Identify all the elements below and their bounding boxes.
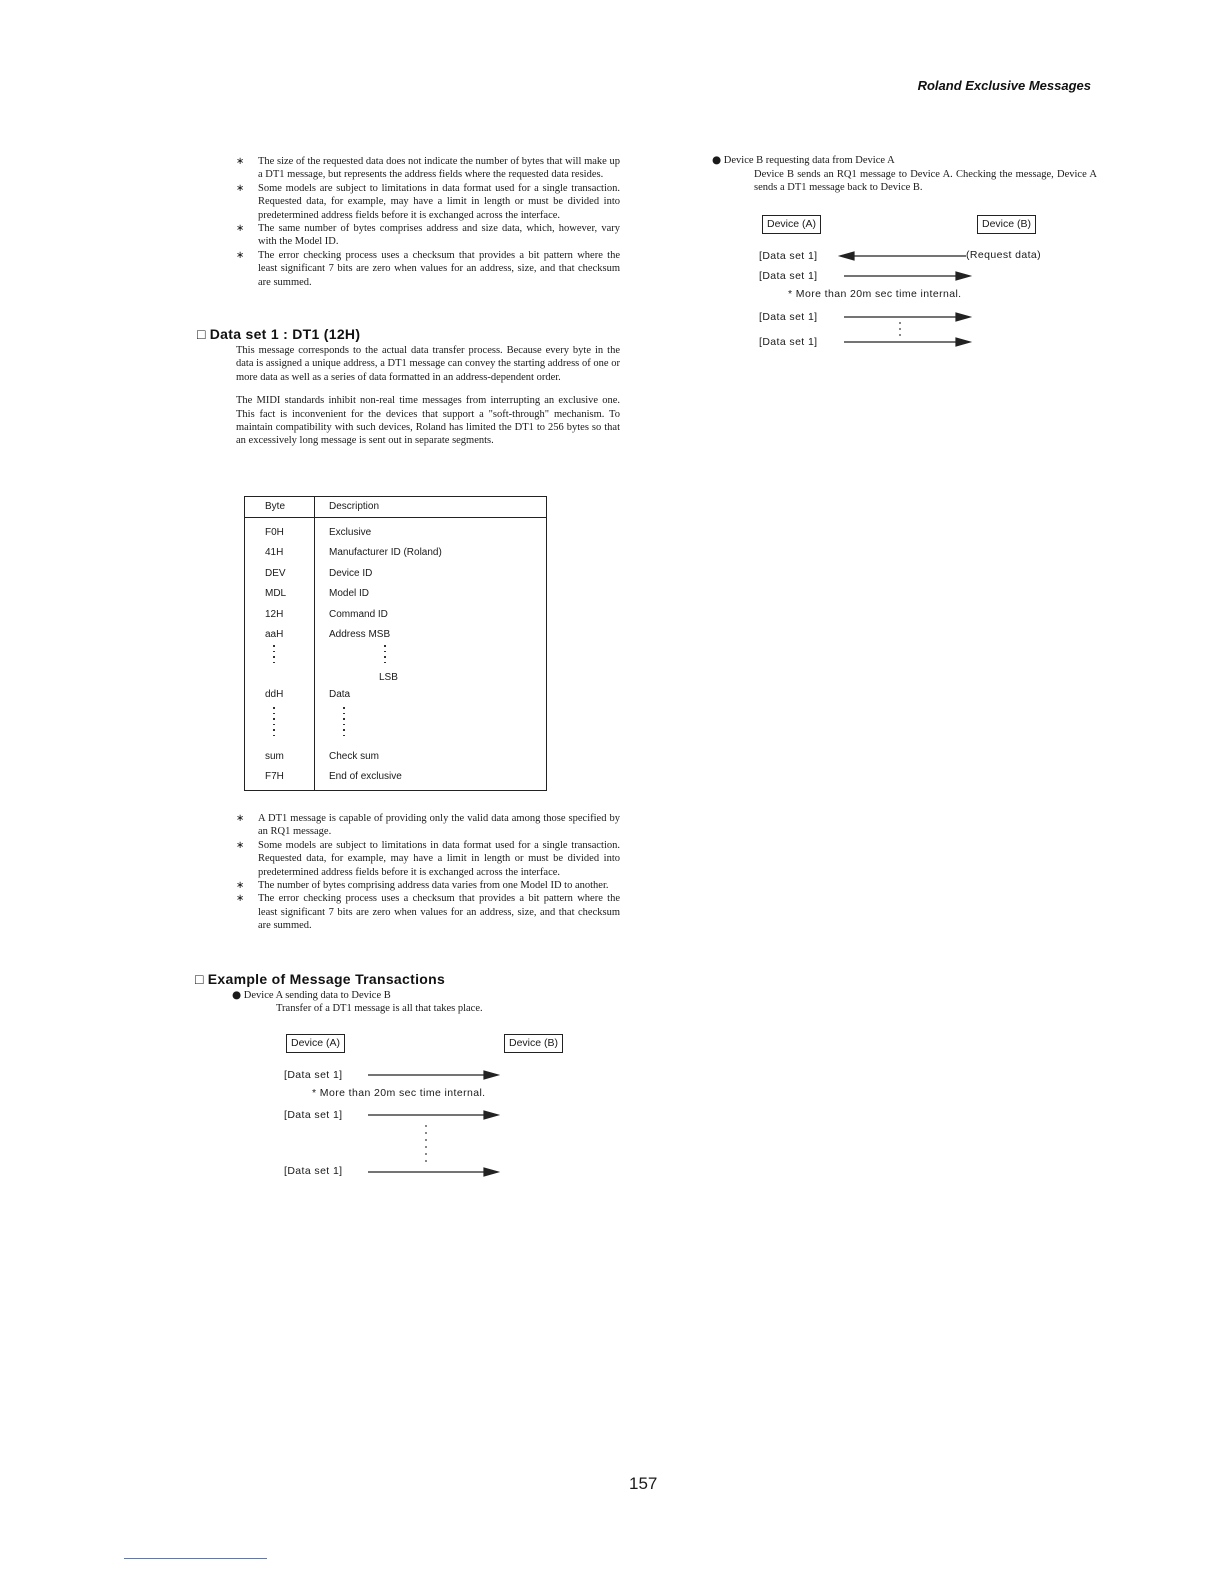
example2-text: Device B sends an RQ1 message to Device A. Checking the message, Device A sends a DT1 message back to Device B. (754, 169, 1097, 194)
table-cell-byte: DEV (265, 568, 286, 579)
table-header-description: Description (329, 501, 380, 512)
device-a-box: Device (A) (762, 215, 821, 234)
timing-note: * More than 20m sec time internal. (312, 1087, 486, 1099)
ellipsis-dots (384, 645, 386, 667)
device-a-box: Device (A) (286, 1034, 345, 1053)
footer-rule (124, 1558, 267, 1559)
section-heading-examples: □ Example of Message Transactions (195, 971, 446, 987)
square-bullet-icon: □ (197, 326, 206, 342)
running-header: Roland Exclusive Messages (917, 78, 1091, 93)
data-set-label: [Data set 1] (759, 270, 818, 282)
table-cell-byte: ddH (265, 689, 284, 700)
data-set-label: [Data set 1] (284, 1109, 343, 1121)
ellipsis-dots (273, 707, 275, 740)
ellipsis-dots (343, 707, 345, 740)
table-cell-byte: F7H (265, 771, 284, 782)
ellipsis-dots (273, 645, 275, 667)
table-cell-desc: Device ID (329, 568, 373, 579)
table-header-byte: Byte (265, 501, 286, 512)
note-item: ∗ The error checking process uses a checksum that provides a bit pattern where the least significant 7 bits are zero when values for an address, size, and that checksum are summed. (236, 249, 620, 288)
table-divider (245, 517, 546, 518)
page-number: 157 (629, 1474, 658, 1493)
table-cell-desc: Command ID (329, 609, 388, 620)
section-heading-data-set: □ Data set 1 : DT1 (12H) (197, 326, 361, 342)
note-item: ∗ The error checking process uses a checksum that provides a bit pattern where the least significant 7 bits are zero when values for an address, size, and that checksum are summed. (236, 893, 620, 932)
section1-paragraph: The MIDI standards inhibit non-real time messages from interrupting an exclusive one. This fact is inconvenient for the devices that support a "soft-through" mechanism. To maintain compatibility with such devices, Roland has limited the DT1 to 256 bytes so that an excessively long message is sent out in separate segments. (236, 395, 620, 447)
table-cell-byte: F0H (265, 527, 284, 538)
request-data-label: (Request data) (966, 249, 1042, 261)
data-set-label: [Data set 1] (759, 336, 818, 348)
data-set-label: [Data set 1] (284, 1165, 343, 1177)
device-b-box: Device (B) (977, 215, 1036, 234)
example1-text: Transfer of a DT1 message is all that takes place. (276, 1003, 483, 1014)
square-bullet-icon: □ (195, 971, 204, 987)
table-cell-desc: Manufacturer ID (Roland) (329, 547, 442, 558)
data-set-label: [Data set 1] (284, 1069, 343, 1081)
table-cell-byte: 41H (265, 547, 284, 558)
table-cell-byte: aaH (265, 629, 284, 640)
table-cell-lsb: LSB (379, 672, 398, 683)
data-set-label: [Data set 1] (759, 311, 818, 323)
table-cell-desc: Data (329, 689, 351, 700)
table-divider (314, 497, 315, 790)
table-cell-desc: Check sum (329, 751, 380, 762)
note-item: ∗ A DT1 message is capable of providing only the valid data among those specified by an RQ1 message. (236, 813, 620, 838)
example1-subtitle: ● Device A sending data to Device B (232, 989, 391, 1001)
table-cell-byte: 12H (265, 609, 284, 620)
dt1-byte-table (244, 496, 547, 791)
table-cell-desc: End of exclusive (329, 771, 402, 782)
note-item: ∗ The number of bytes comprising address data varies from one Model ID to another. (236, 880, 609, 892)
diagram1-arrows (360, 1060, 510, 1190)
device-b-box: Device (B) (504, 1034, 563, 1053)
data-set-label: [Data set 1] (759, 250, 818, 262)
table-cell-desc: Model ID (329, 588, 370, 599)
diagram2-arrows (836, 240, 986, 350)
table-cell-byte: MDL (265, 588, 287, 599)
table-cell-byte: sum (265, 751, 284, 762)
note-item: ∗ Some models are subject to limitations in data format used for a single transaction. Requested data, for example, may have a limit in length or must be divided into predetermined address fields before it is exchanged across the interface. (236, 182, 620, 221)
section1-body (236, 344, 620, 458)
table-cell-desc: Address MSB (329, 629, 391, 640)
notes-mid (236, 812, 620, 933)
note-item: ∗ Some models are subject to limitations in data format used for a single transaction. Requested data, for example, may have a limit in length or must be divided into predetermined address fields before it is exchanged across the interface. (236, 839, 620, 878)
section1-paragraph: This message corresponds to the actual data transfer process. Because every byte in the data is assigned a unique address, a DT1 message can convey the starting address of one or more data as well as a series of data formatted in an address-dependent order. (236, 345, 620, 383)
bullet-icon: ● (232, 989, 242, 1001)
timing-note: * More than 20m sec time internal. (788, 288, 962, 300)
notes-top (236, 155, 620, 289)
note-item: ∗ The size of the requested data does not indicate the number of bytes that will make up a DT1 message, but represents the address fields where the requested data resides. (236, 156, 620, 181)
example2-subtitle: ● Device B requesting data from Device A (712, 154, 895, 166)
table-cell-desc: Exclusive (329, 527, 372, 538)
note-item: ∗ The same number of bytes comprises address and size data, which, however, vary with the Model ID. (236, 223, 620, 248)
bullet-icon: ● (712, 154, 722, 166)
